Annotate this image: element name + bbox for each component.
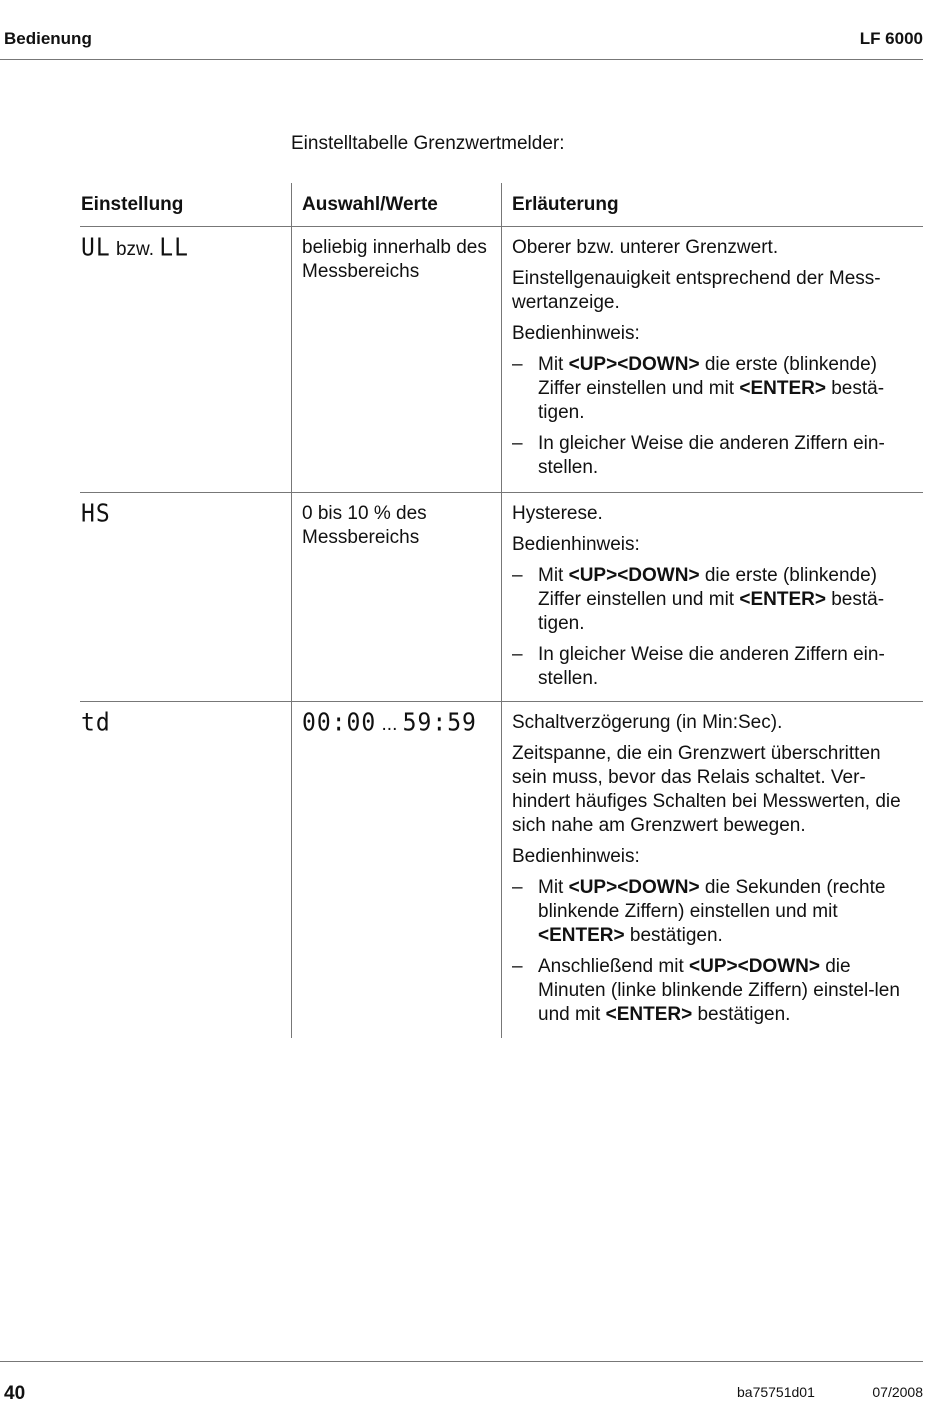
setting-cell [80,493,291,701]
values-cell: 0 bis 10 % des Messbereichs [302,503,427,548]
instruction-item: – In gleicher Weise die anderen Ziffern ein-stellen. [512,433,885,478]
operating-note-label: Bedienhinweis: [512,534,640,555]
values-cell [291,702,501,1039]
document-id: ba75751d01 [737,1384,815,1400]
table-header-row [80,183,923,227]
instruction-item: – In gleicher Weise die anderen Ziffern ein-stellen. [512,644,885,689]
display-code: LL [159,233,189,263]
values-cell: beliebig innerhalb des Messbereichs [302,237,487,282]
instruction-item: – Mit <UP><DOWN> die Sekunden (rechte blinkende Ziffern) einstellen und mit <ENTER> bestätigen. [512,877,886,946]
table-row [80,227,923,493]
explanation-cell [501,493,923,701]
document-date: 07/2008 [872,1384,923,1400]
explanation-text: Schaltverzögerung (in Min:Sec). [512,712,783,733]
key-name: <ENTER> [605,1004,693,1025]
dash-marker: – [512,644,523,665]
explanation-cell [501,702,923,1039]
column-header-explanation: Erläuterung [512,194,619,215]
running-header-section: Bedienung [4,29,92,48]
key-name: <UP><DOWN> [568,565,700,586]
key-name: <ENTER> [538,925,625,946]
dash-marker: – [512,565,523,586]
key-name: <ENTER> [739,589,826,610]
footer-rule [0,1361,923,1362]
dash-marker: – [512,877,523,898]
display-code: UL [81,233,111,263]
dash-marker: – [512,354,523,375]
table-row [80,702,923,1039]
display-value-from: 00:00 [302,708,377,738]
key-name: <UP><DOWN> [568,877,700,898]
conjunction: bzw. [115,239,155,260]
key-name: <ENTER> [739,378,826,399]
explanation-text: Einstellgenauigkeit entsprechend der Mess-wertanzeige. [512,268,881,313]
explanation-cell [501,227,923,492]
dash-marker: – [512,433,523,454]
header-rule [0,59,923,60]
range-separator: ... [381,714,398,735]
dash-marker: – [512,956,523,977]
column-header-values: Auswahl/Werte [302,194,438,215]
table-caption: Einstelltabelle Grenzwertmelder: [291,133,565,154]
page-number: 40 [4,1383,26,1404]
operating-note-label: Bedienhinweis: [512,323,640,344]
running-header-product: LF 6000 [859,29,923,48]
display-code: HS [81,499,111,529]
column-header-setting: Einstellung [81,194,184,215]
settings-table [80,183,923,1039]
setting-cell [80,702,291,1039]
explanation-text: Hysterese. [512,503,603,524]
instruction-item: – Mit <UP><DOWN> die erste (blinkende) Ziffer einstellen und mit <ENTER> bestä-tigen. [512,565,885,634]
key-name: <UP><DOWN> [689,956,820,977]
key-name: <UP><DOWN> [568,354,700,375]
display-value-to: 59:59 [402,708,477,738]
explanation-text: Zeitspanne, die ein Grenzwert überschritten sein muss, bevor das Relais schaltet. Ver-hindert häufiges Schalten bei Messwerten, die sich nahe am Grenzwert bewegen. [512,743,901,836]
instruction-item: – Anschließend mit <UP><DOWN> die Minuten (linke blinkende Ziffern) einstel-len und mit <ENTER> bestätigen. [512,956,900,1025]
instruction-item: – Mit <UP><DOWN> die erste (blinkende) Ziffer einstellen und mit <ENTER> bestä-tigen. [512,354,885,423]
setting-cell [80,227,291,492]
explanation-text: Oberer bzw. unterer Grenzwert. [512,237,779,258]
table-row [80,493,923,702]
display-code: td [81,708,111,738]
operating-note-label: Bedienhinweis: [512,846,640,867]
